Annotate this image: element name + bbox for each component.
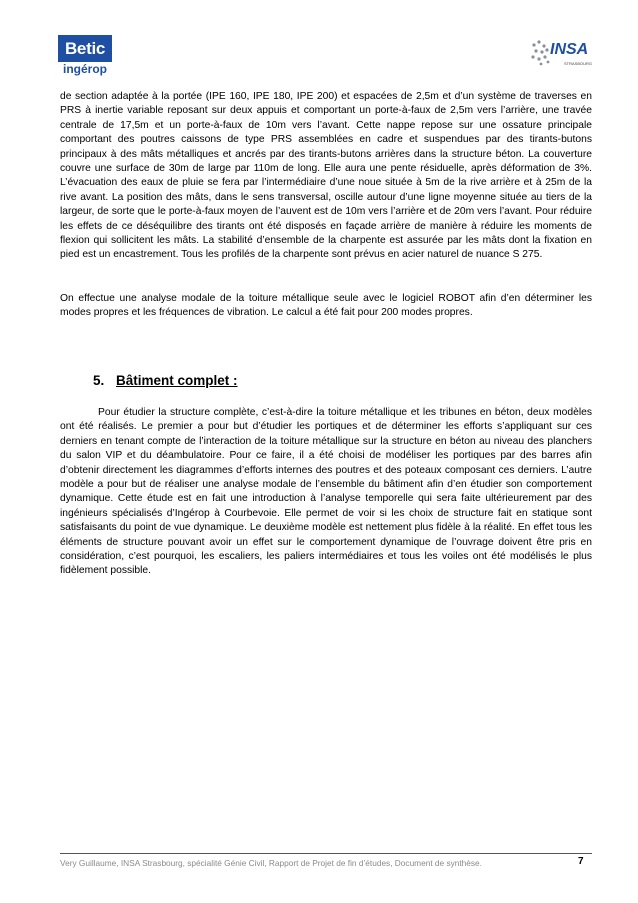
insa-logo-text: INSA bbox=[550, 41, 589, 58]
paragraph-roof-structure: de section adaptée à la portée (IPE 160, IPE 180, IPE 200) et espacées de 2,5m et d’un système de traverses en PRS à inertie variable reposant sur deux appuis et comportant un porte-à-faux de 2,5m vers l’arrière, une travée centrale de 17,5m et un porte-à-faux de 10m vers l’avant. Cette nappe repose sur une ossature principale comportant des poutres caissons de type PRS assemblées en cadre et suspendues par des tirants-butons principaux à des mâts métalliques et ancrés par des tirants-butons arrières dans la structure béton. La couverture couvre une surface de 30m de large par 110m de long. Elle aura une pente résiduelle, après déformation de 3%. L’évacuation des eaux de pluie se fera par l’intermédiaire d’une noue située à 5m de la rive arrière et à 25m de la rive avant. La position des mâts, dans le sens transversal, oscille autour d’une ligne moyenne située au tiers de la largeur, de sorte que le porte-à-faux moyen de l’auvent est de 10m vers l’arrière et de 20m vers l’avant. Pour réduire les effets de ce déséquilibre des tirants ont été disposés en façade arrière de manière à réduire les moments de flexion qui sollicitent les mâts. La stabilité d’ensemble de la charpente est assurée par les mâts dont la fixation en pied est un encastrement. Tous les profilés de la charpente sont prévus en acier naturel de nuance S 275. bbox=[60, 91, 592, 261]
footer-text: Very Guillaume, INSA Strasbourg, spécialité Génie Civil, Rapport de Projet de fin d’études, Document de synthèse. bbox=[60, 858, 482, 868]
footer-divider bbox=[60, 853, 592, 854]
insa-logo bbox=[530, 35, 592, 75]
insa-dots-icon bbox=[530, 37, 552, 67]
ingerop-logo-text: ingérop bbox=[63, 62, 107, 76]
insa-logo-subtext: STRASBOURG bbox=[564, 61, 593, 66]
paragraph-modal-analysis: On effectue une analyse modale de la toiture métallique seule avec le logiciel ROBOT afin d’en déterminer les modes propres et les fréquences de vibration. Le calcul a été fait pour 200 modes propres. bbox=[60, 293, 592, 319]
section-heading bbox=[93, 373, 238, 388]
section-number: 5. bbox=[93, 373, 105, 388]
page-number: 7 bbox=[578, 856, 584, 867]
betic-ingerop-logo bbox=[58, 35, 112, 77]
section-title: Bâtiment complet : bbox=[116, 373, 238, 388]
paragraph-complete-building: Pour étudier la structure complète, c’est-à-dire la toiture métallique et les tribunes en béton, deux modèles ont été réalisés. Le premier a pour but d’étudier les portiques et de déterminer les efforts s’appliquant sur ces derniers en tenant compte de l’interaction de la toiture métallique sur la structure en béton au niveau des planchers du salon VIP et du déambulatoire. Pour ce faire, il a été choisi de modéliser les portiques par des barres afin d’obtenir directement les diagrammes d’efforts internes des poutres et des poteaux composant ces derniers. L’autre modèle a pour but de réaliser une analyse modale de l’ensemble du bâtiment afin d’en étudier son comportement dynamique. Cette étude est en fait une introduction à l’analyse temporelle qui sera faite ultérieurement par des ingénieurs spécialisés d’Ingérop à Courbevoie. Elle permet de voir si les choix de structure fait en statique sont satisfaisants du point de vue dynamique. Le deuxième modèle est nettement plus fidèle à la réalité. En effet tous les éléments de structure pouvant avoir un effet sur le comportement dynamique de l’ouvrage doivent être pris en considération, c’est pourquoi, les escaliers, les paliers intermédiaires et tous les voiles ont été modélisés le plus fidèlement possible. bbox=[60, 407, 592, 577]
betic-logo-text: Betic bbox=[58, 35, 112, 62]
